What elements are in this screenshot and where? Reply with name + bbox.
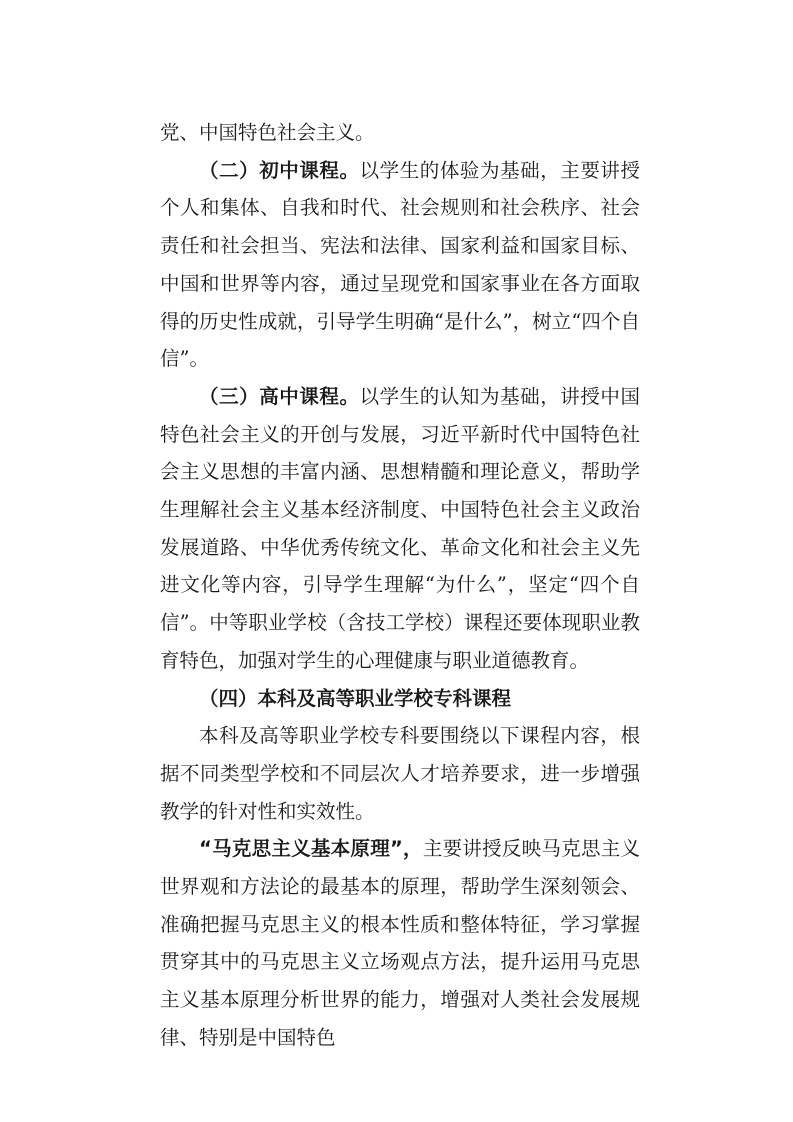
paragraph-text: 主要讲授反映马克思主义世界观和方法论的最基本的原理，帮助学生深刻领会、准确把握马克思主义的根本性质和整体特征，学习掌握贯穿其中的马克思主义立场观点方法，提升运用马克思主义基本原理分析世界的能力，增强对人类社会发展规律、特别是中国特色 [160,837,640,1049]
paragraph-senior-high-course [160,378,640,680]
paragraph-continuation [160,114,640,152]
paragraph-marxism-principles [160,830,640,1056]
paragraph-text: 本科及高等职业学校专科要围绕以下课程内容，根据不同类型学校和不同层次人才培养要求，进一步增强教学的针对性和实效性。 [160,724,640,823]
paragraph-junior-high-course [160,152,640,378]
document-body [160,114,640,1057]
course-title-marxism-principles: “马克思主义基本原理”， [199,837,423,861]
paragraph-text: 以学生的体验为基础，主要讲授个人和集体、自我和时代、社会规则和社会秩序、社会责任和社会担当、宪法和法律、国家利益和国家目标、中国和世界等内容，通过呈现党和国家事业在各方面取得的历史性成就，引导学生明确“是什么”，树立“四个自信”。 [160,158,640,371]
section-heading-junior-high: （二）初中课程。 [199,158,360,182]
section-heading-senior-high: （三）高中课程。 [199,384,360,408]
paragraph-undergraduate-heading [160,680,640,718]
paragraph-text: 以学生的认知为基础，讲授中国特色社会主义的开创与发展，习近平新时代中国特色社会主义思想的丰富内涵、思想精髓和理论意义，帮助学生理解社会主义基本经济制度、中国特色社会主义政治发展道路、中华优秀传统文化、革命文化和社会主义先进文化等内容，引导学生理解“为什么”，坚定“四个自信”。中等职业学校（含技工学校）课程还要体现职业教育特色，加强对学生的心理健康与职业道德教育。 [160,384,640,672]
section-heading-undergraduate: （四）本科及高等职业学校专科课程 [199,686,512,710]
paragraph-text: 党、中国特色社会主义。 [160,121,375,144]
paragraph-undergraduate-intro [160,717,640,830]
